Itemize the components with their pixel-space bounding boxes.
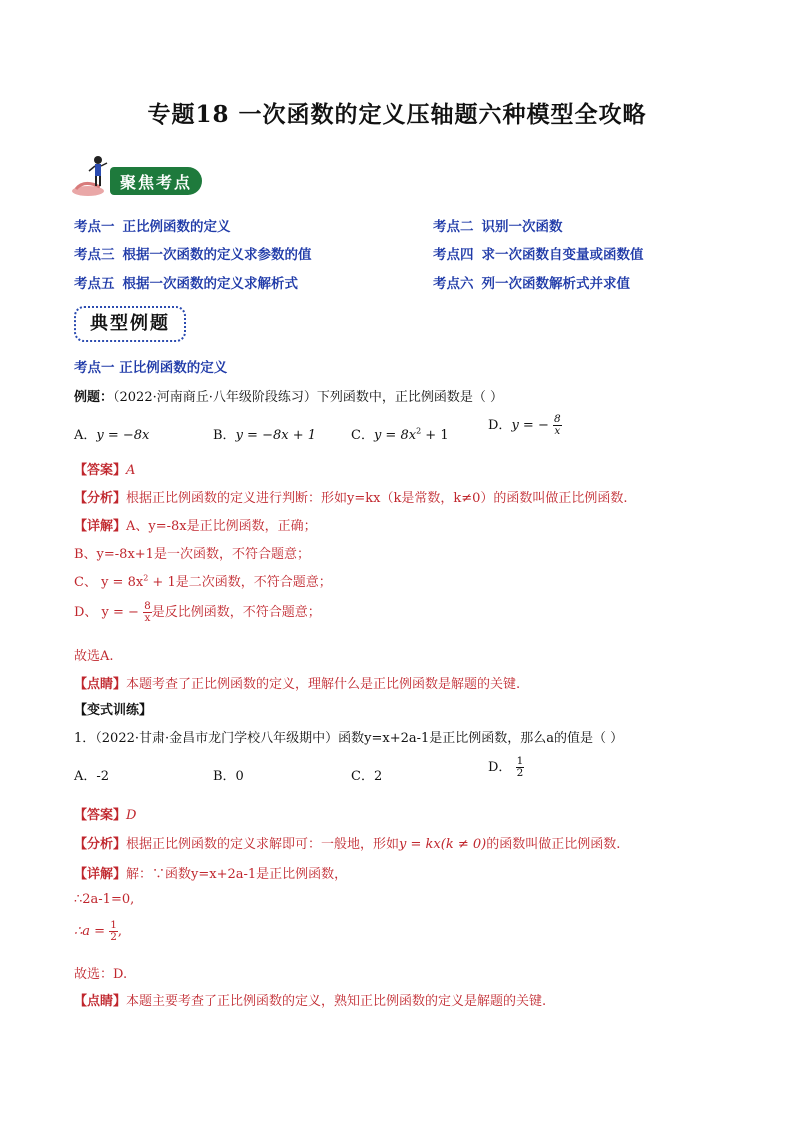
- option-exponent: 2: [416, 426, 422, 436]
- detail-text: + 1是二次函数，不符合题意；: [148, 575, 332, 590]
- analysis-expr: y = kx(k ≠ 0): [399, 837, 487, 852]
- choose-line: 故选A.: [74, 649, 114, 664]
- kaodian-label: 根据一次函数的定义求参数的值: [122, 247, 312, 263]
- option-c[interactable]: C．2: [351, 769, 383, 784]
- kaodian-item[interactable]: [74, 215, 231, 235]
- numerator: 1: [110, 919, 117, 931]
- answer-tag: 【答案】: [74, 463, 127, 478]
- kaodian-num: 考点二: [433, 219, 474, 235]
- denominator: x: [554, 425, 561, 438]
- option-label: C．: [351, 428, 374, 443]
- page-title: 专题18 一次函数的定义压轴题六种模型全攻略: [147, 101, 647, 128]
- denominator: x: [144, 612, 151, 625]
- dianjing-line: [74, 673, 520, 692]
- detail-expr: C、 y = 8x: [74, 575, 144, 590]
- section-heading: 考点一 正比例函数的定义: [74, 360, 228, 376]
- option-expr: y = −: [511, 418, 549, 434]
- option-a[interactable]: A．-2: [74, 769, 110, 784]
- numerator: 8: [553, 413, 561, 425]
- dianjing-tag: 【点睛】: [74, 677, 127, 692]
- analysis-text: 根据正比例函数的定义进行判断：形如y=kx（k是常数，k≠0）的函数叫做正比例函数.: [126, 491, 628, 506]
- option-label: D．: [488, 760, 512, 776]
- kaodian-num: 考点四: [433, 247, 474, 263]
- detail-line: [74, 863, 347, 882]
- answer-tag: 【答案】: [74, 808, 127, 823]
- fraction: [553, 414, 562, 437]
- option-d[interactable]: [488, 756, 524, 779]
- dianjing-text: 本题考查了正比例函数的定义，理解什么是正比例函数是解题的关键.: [126, 677, 521, 692]
- option-expr: y = −8x: [96, 428, 150, 443]
- kaodian-item[interactable]: [74, 272, 298, 292]
- option-c[interactable]: [351, 424, 449, 443]
- dianjing-line: [74, 990, 546, 1009]
- dianjing-text: 本题主要考查了正比例函数的定义，熟知正比例函数的定义是解题的关键.: [126, 994, 547, 1009]
- option-label: B．: [213, 428, 236, 443]
- detail-line: [74, 920, 122, 943]
- detail-line: [74, 601, 321, 624]
- option-b[interactable]: [213, 424, 316, 443]
- detail-text: 解：∵函数y=x+2a-1是正比例函数，: [126, 867, 348, 882]
- option-expr: y = 8x: [373, 428, 417, 443]
- dianjing-tag: 【点睛】: [74, 994, 127, 1009]
- kaodian-item[interactable]: [433, 243, 644, 263]
- analysis-line: [74, 833, 620, 852]
- detail-line: ∴2a-1=0,: [74, 892, 135, 907]
- fraction: [143, 601, 152, 624]
- option-label: D．: [488, 418, 512, 434]
- kaodian-item[interactable]: [433, 215, 563, 235]
- kaodian-num: 考点三: [74, 247, 115, 263]
- analysis-line: [74, 487, 628, 506]
- kaodian-item[interactable]: [433, 272, 630, 292]
- analysis-tag: 【分析】: [74, 837, 127, 852]
- detail-line: [74, 515, 317, 534]
- option-label: A．: [74, 428, 97, 443]
- option-d[interactable]: [488, 414, 562, 437]
- numerator: 1: [516, 755, 524, 767]
- denominator: 2: [110, 931, 117, 944]
- detail-text: A、y=-8x是正比例函数，正确；: [126, 519, 317, 534]
- kaodian-label: 求一次函数自变量或函数值: [481, 247, 644, 263]
- detail-text: ,: [117, 924, 123, 940]
- kaodian-num: 考点五: [74, 276, 115, 292]
- kaodian-label: 列一次函数解析式并求值: [481, 276, 630, 292]
- kaodian-label: 根据一次函数的定义求解析式: [122, 276, 298, 292]
- detail-expr: D、 y = −: [74, 605, 139, 621]
- numerator: 8: [144, 600, 151, 612]
- focus-badge-bar: [110, 167, 202, 195]
- fraction: [516, 756, 525, 779]
- analysis-text: 根据正比例函数的定义求解即可：一般地，形如: [126, 837, 400, 852]
- example-prefix: 例题：: [74, 390, 114, 405]
- example-question: [74, 386, 503, 405]
- answer-line: [74, 459, 135, 478]
- detail-expr: ∴a =: [74, 924, 106, 940]
- answer-value: D: [126, 808, 137, 823]
- detail-text: 是反比例函数，不符合题意；: [151, 605, 321, 621]
- variant-heading: 【变式训练】: [74, 703, 153, 718]
- kaodian-num: 考点六: [433, 276, 474, 292]
- option-expr-tail: + 1: [421, 428, 449, 443]
- detail-exponent: 2: [143, 573, 149, 583]
- option-expr: y = −8x + 1: [235, 428, 316, 443]
- detail-line: B、y=-8x+1是一次函数，不符合题意；: [74, 547, 310, 562]
- variant-question: 1．（2022·甘肃·金昌市龙门学校八年级期中）函数y=x+2a-1是正比例函数，那么a的值是（ ）: [74, 731, 624, 746]
- denominator: 2: [516, 767, 524, 780]
- analysis-text-tail: 的函数叫做正比例函数.: [486, 837, 621, 852]
- fraction: [109, 920, 118, 943]
- answer-value: A: [126, 463, 136, 478]
- focus-badge-label: 聚焦考点: [120, 173, 193, 192]
- kaodian-label: 正比例函数的定义: [122, 219, 231, 235]
- choose-line: 故选：D.: [74, 967, 128, 982]
- detail-tag: 【详解】: [74, 867, 127, 882]
- detail-line: [74, 571, 332, 590]
- answer-line: [74, 804, 136, 823]
- option-a[interactable]: [74, 424, 149, 443]
- kaodian-item[interactable]: [74, 243, 312, 263]
- kaodian-num: 考点一: [74, 219, 115, 235]
- example-text: （2022·河南商丘·八年级阶段练习）下列函数中，正比例函数是（ ）: [113, 390, 503, 405]
- focus-badge: [70, 153, 204, 197]
- teacher-figure-icon: [70, 153, 114, 197]
- option-b[interactable]: B．0: [213, 769, 244, 784]
- detail-tag: 【详解】: [74, 519, 127, 534]
- typical-examples-box: 典型例题: [74, 306, 186, 342]
- kaodian-label: 识别一次函数: [481, 219, 563, 235]
- analysis-tag: 【分析】: [74, 491, 127, 506]
